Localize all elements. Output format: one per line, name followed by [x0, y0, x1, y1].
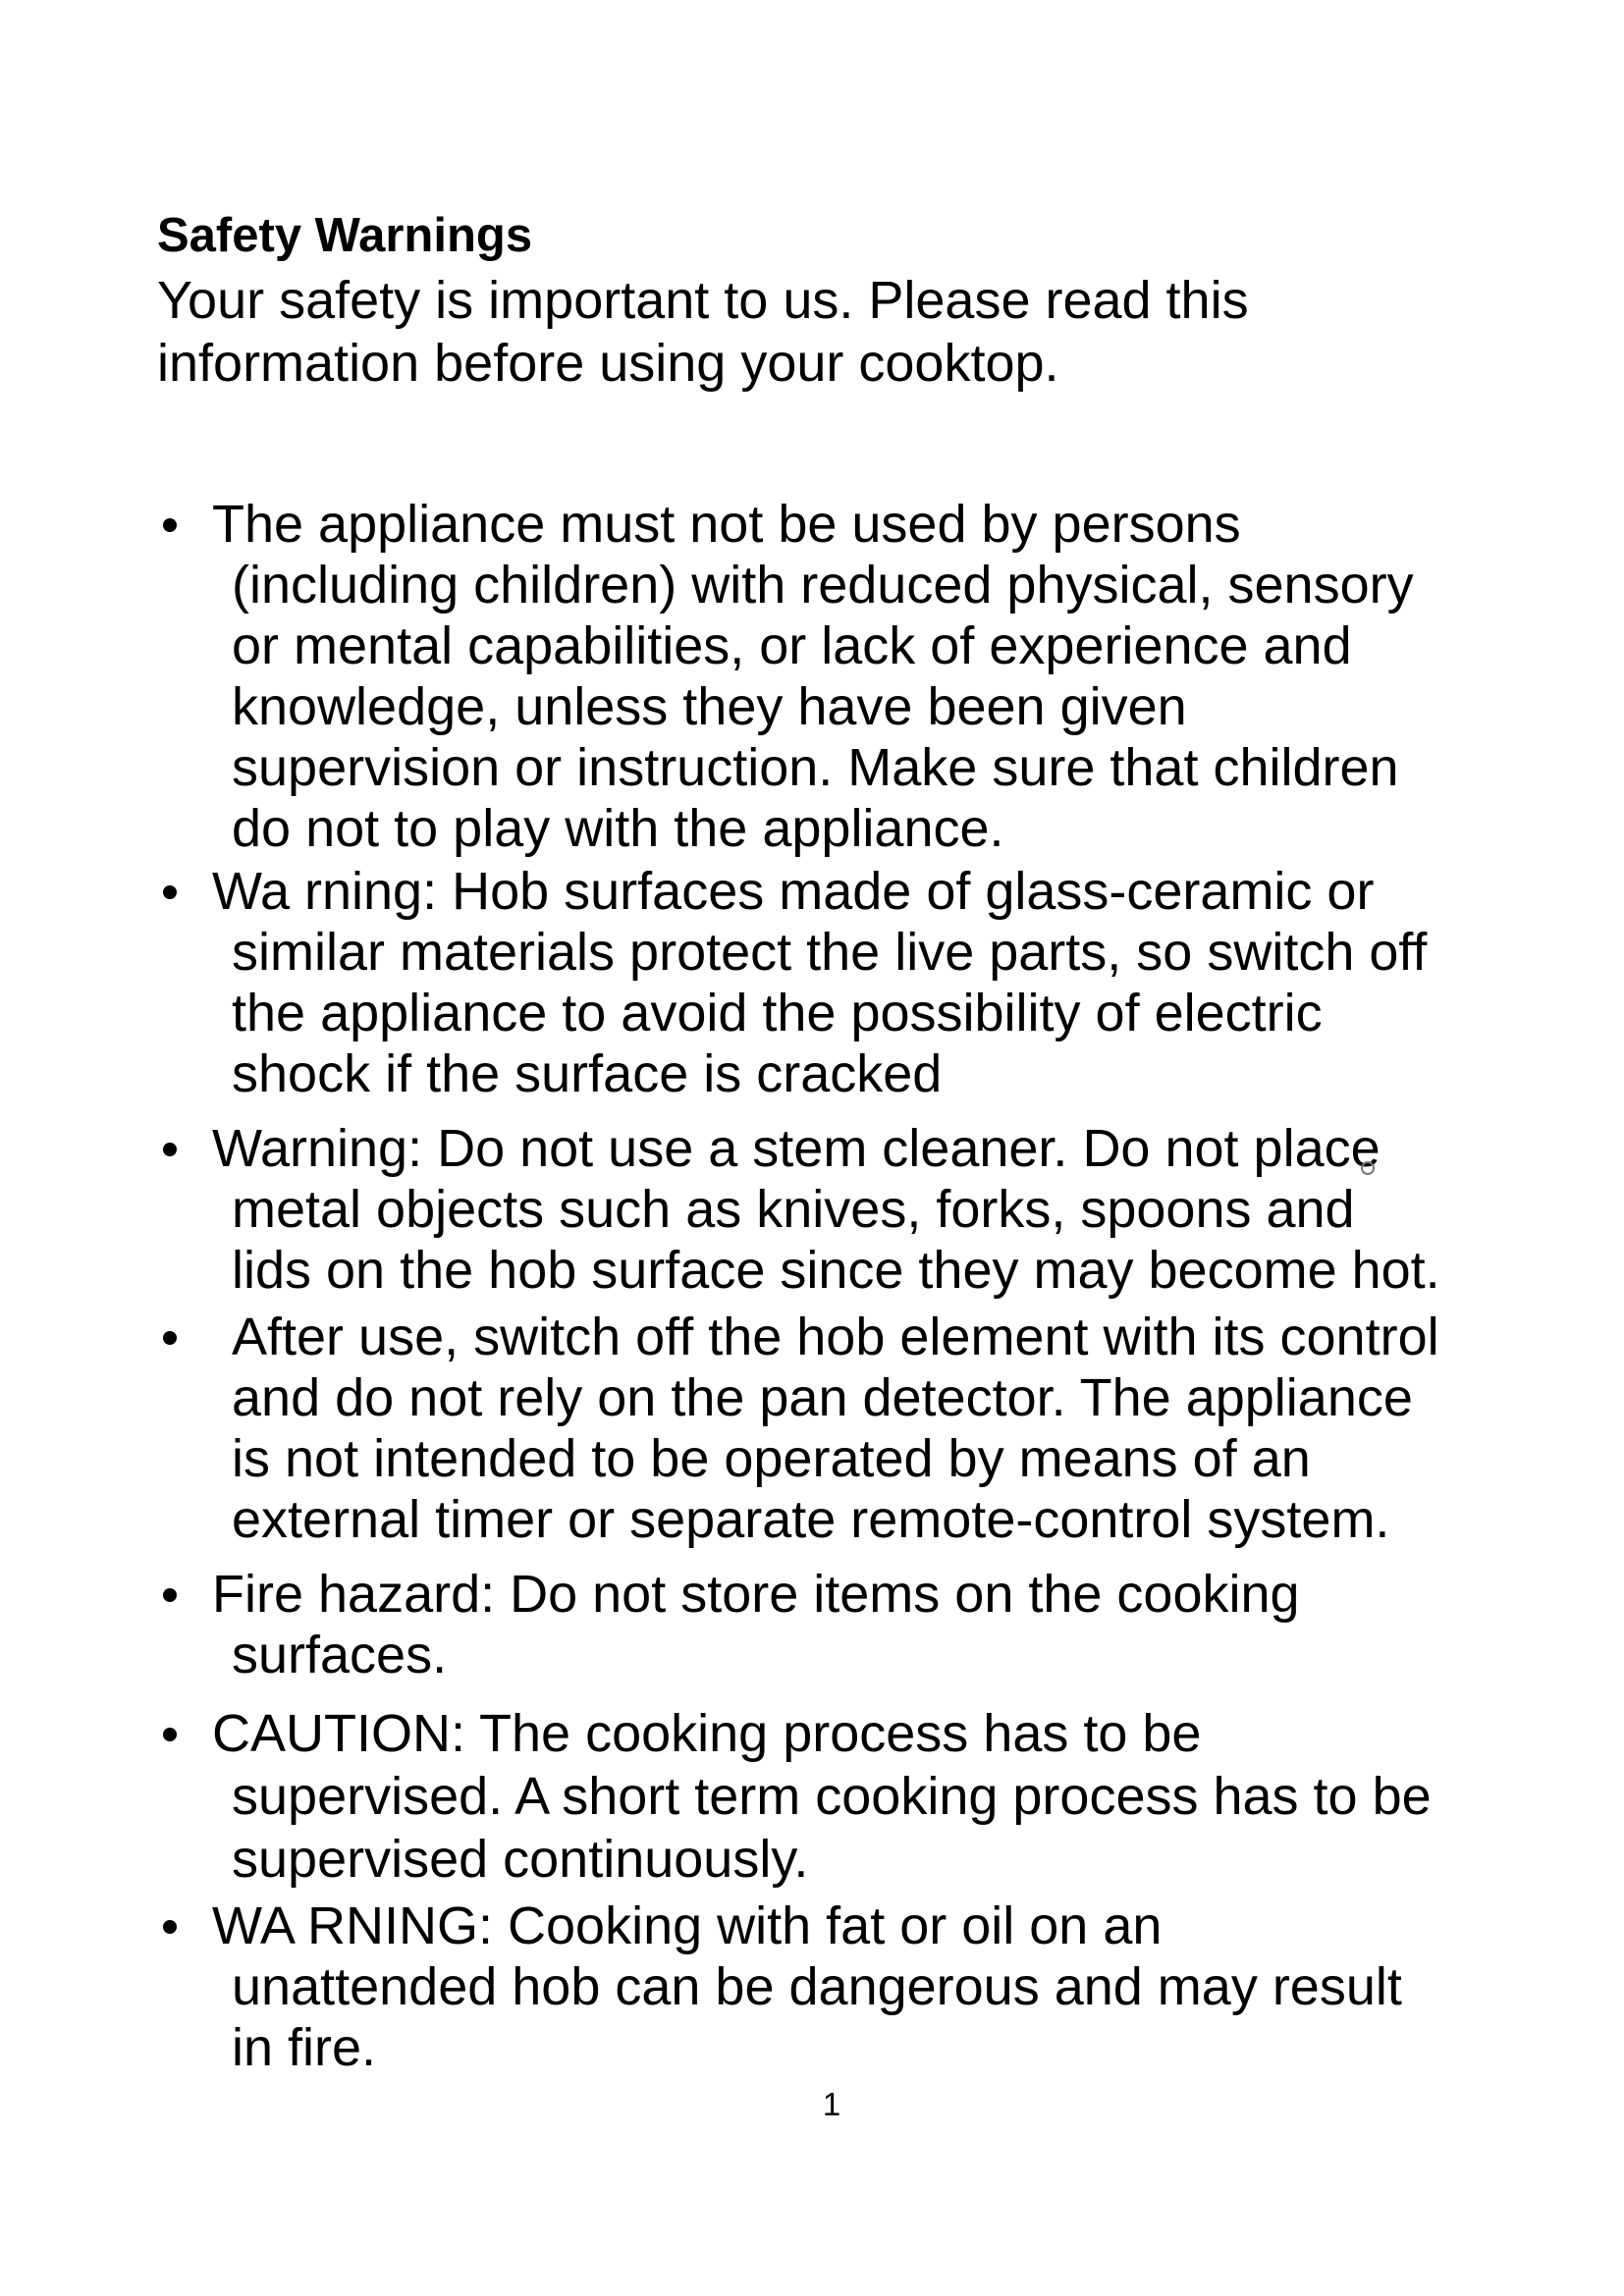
bullet-line: (including children) with reduced physical, sensory	[232, 556, 1414, 614]
stray-mark-icon	[1361, 1161, 1375, 1175]
bullet-icon	[163, 1728, 177, 1741]
bullet-line: supervised. A short term cooking process has to be	[232, 1767, 1432, 1826]
bullet-line: is not intended to be operated by means of an	[232, 1429, 1311, 1488]
bullet-line: surfaces.	[232, 1626, 448, 1684]
bullet-line: knowledge, unless they have been given	[232, 677, 1187, 736]
page-number: 1	[822, 2086, 841, 2122]
bullet-line: Fire hazard: Do not store items on the cooking	[212, 1565, 1300, 1624]
bullet-line: WA RNING: Cooking with fat or oil on an	[212, 1896, 1163, 1955]
bullet-icon	[163, 518, 177, 532]
bullet-icon	[163, 885, 177, 899]
bullet-line: Warning: Do not use a stem cleaner. Do not place	[212, 1119, 1380, 1178]
bullet-line: do not to play with the appliance.	[232, 799, 1004, 858]
bullet-line: The appliance must not be used by persons	[212, 495, 1241, 554]
bullet-icon	[163, 1588, 177, 1602]
bullet-line: After use, switch off the hob element with its control	[232, 1308, 1439, 1366]
bullet-line: Wa rning: Hob surfaces made of glass-ceramic or	[212, 862, 1375, 921]
bullet-line: unattended hob can be dangerous and may result	[232, 1957, 1402, 2016]
bullet-line: supervision or instruction. Make sure that children	[232, 738, 1399, 797]
bullet-icon	[163, 1143, 177, 1156]
bullet-icon	[163, 1331, 177, 1345]
bullet-line: in fire.	[232, 2018, 377, 2077]
bullet-line: similar materials protect the live parts, so switch off	[232, 923, 1428, 982]
bullet-line: metal objects such as knives, forks, spoons and	[232, 1180, 1355, 1239]
bullet-line: supervised continuously.	[232, 1830, 809, 1889]
bullet-icon	[163, 1920, 177, 1934]
intro-line: Your safety is important to us. Please read this	[157, 271, 1249, 330]
bullet-line: or mental capabilities, or lack of experience and	[232, 616, 1352, 675]
page-title: Safety Warnings	[157, 209, 533, 262]
bullet-line: external timer or separate remote-control system.	[232, 1490, 1390, 1549]
bullet-line: the appliance to avoid the possibility of electric	[232, 984, 1323, 1042]
bullet-line: shock if the surface is cracked	[232, 1044, 943, 1103]
intro-line: information before using your cooktop.	[157, 334, 1059, 393]
bullet-line: and do not rely on the pan detector. The appliance	[232, 1368, 1413, 1427]
bullet-line: CAUTION: The cooking process has to be	[212, 1704, 1202, 1763]
bullet-line: lids on the hob surface since they may become hot.	[232, 1241, 1440, 1300]
